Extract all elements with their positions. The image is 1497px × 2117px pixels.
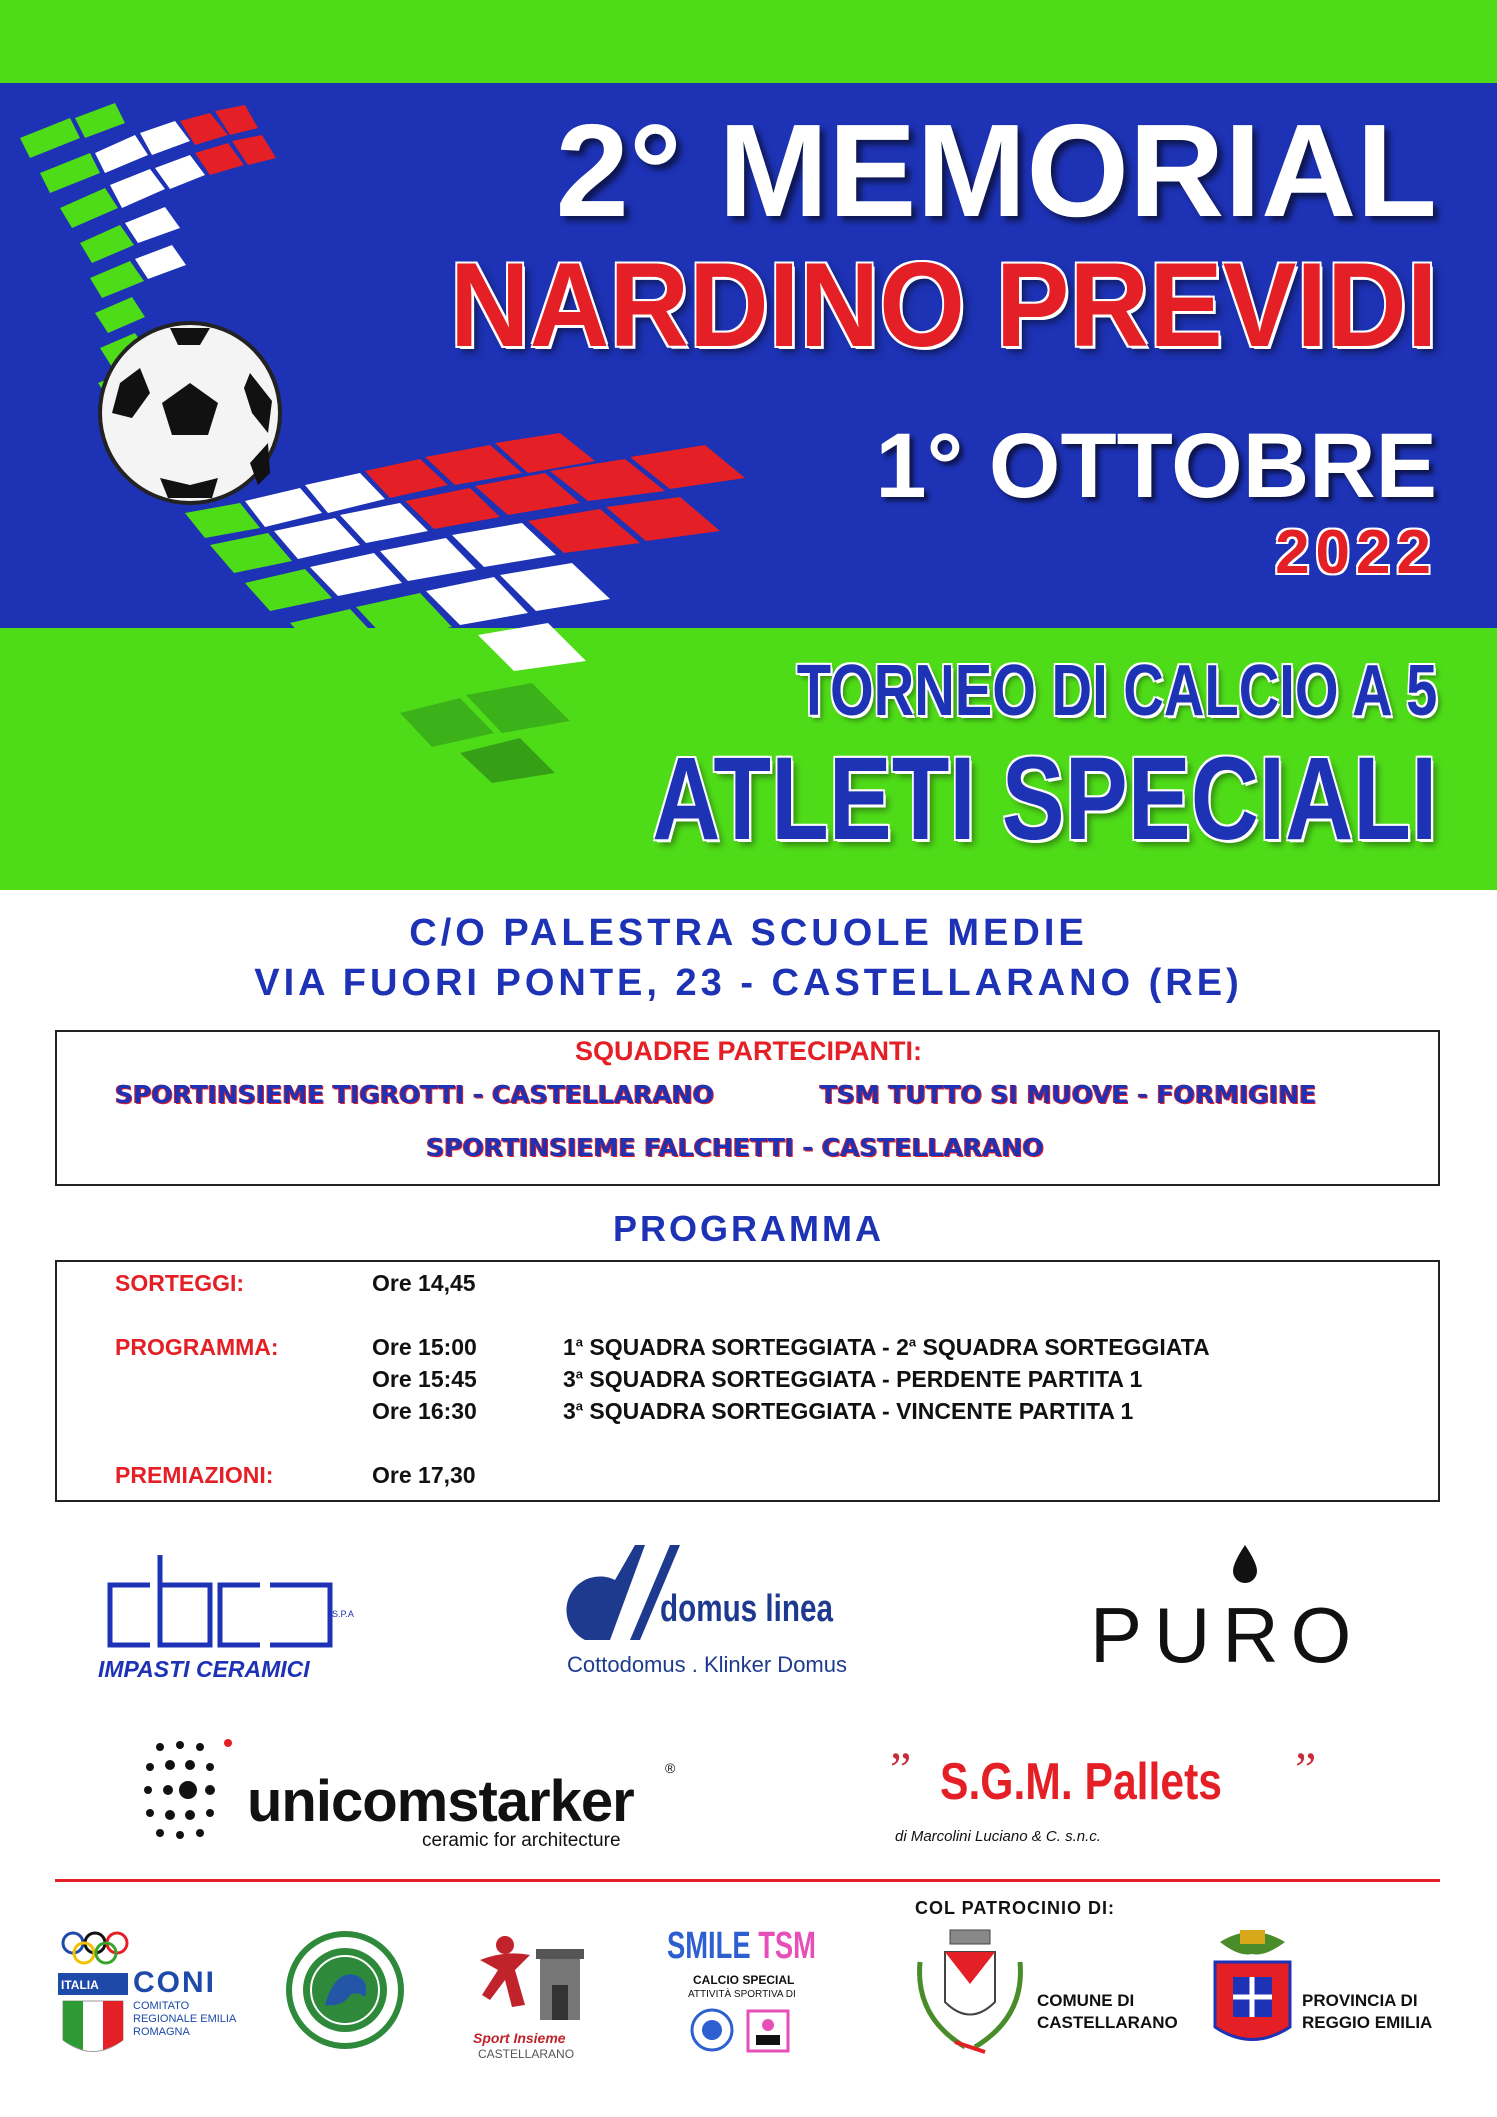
tricolor-grid-bottom [185,433,745,783]
domus-subtitle: Cottodomus . Klinker Domus [567,1652,847,1677]
provincia-reggio-emilia-crest [1205,1922,1300,2062]
comune-label: COMUNE DI CASTELLARANO [1037,1991,1178,2032]
event-date: 1° OTTOBRE [875,415,1437,517]
awards-time: Ore 17,30 [372,1462,476,1488]
tournament-type: TORNEO DI CALCIO A 5 [796,651,1437,731]
match-description: 3$^a$ SQUADRA SORTEGGIATA - PERDENTE PARTITA 1 [563,1366,1143,1392]
awards-label: PREMIAZIONI: [115,1462,274,1488]
domus-name: domus linea [660,1588,833,1630]
sportinsieme-subtitle: CASTELLARANO [478,2047,575,2061]
matches-label: PROGRAMMA: [115,1334,279,1360]
venue-name: C/O PALESTRA SCUOLE MEDIE [409,912,1088,954]
venue-address: VIA FUORI PONTE, 23 - CASTELLARANO (RE) [254,962,1243,1004]
smile-badges-icon [690,2003,795,2058]
sgm-name: S.G.M. Pallets [940,1753,1222,1811]
programme-heading: PROGRAMMA [613,1208,884,1249]
match-description: 1$^a$ SQUADRA SORTEGGIATA - 2$^a$ SQUADRA SORTEGGIATA [563,1334,1210,1360]
sportinsieme-name: Sport Insieme [473,2030,566,2046]
team-item: SPORTINSIEME TIGROTTI - CASTELLARANO [115,1080,714,1109]
unicom-subtitle: ceramic for architecture [422,1830,621,1851]
coni-name: CONI [133,1966,216,1999]
team-item: TSM TUTTO SI MUOVE - FORMIGINE [820,1080,1317,1109]
smile-tsm-title: SMILE TSM [667,1925,816,1967]
svg-text:”: ” [1295,1745,1317,1796]
patronage-label: COL PATROCINIO DI: [915,1898,1115,1918]
coni-italia-label: ITALIA [61,1978,99,1992]
soccer-ball-icon [100,323,280,503]
divider [55,1879,1440,1882]
puro-wordmark: PURO [1090,1591,1364,1679]
match-time: Ore 16:30 [372,1398,477,1424]
event-year: 2022 [1275,518,1437,587]
svg-text:®: ® [665,1760,676,1776]
smile-subtitle: CALCIO SPECIAL [693,1973,795,1987]
coni-subtitle: COMITATO REGIONALE EMILIA ROMAGNA [133,2000,236,2038]
match-description: 3$^a$ SQUADRA SORTEGGIATA - VINCENTE PARTITA 1 [563,1398,1134,1424]
event-subtitle: ATLETI SPECIALI [652,733,1437,865]
match-time: Ore 15:45 [372,1366,477,1392]
comune-castellarano-crest [910,1922,1030,2062]
draw-label: SORTEGGI: [115,1270,245,1296]
sammichelese-club-logo [285,1925,405,2055]
team-item: SPORTINSIEME FALCHETTI - CASTELLARANO [426,1133,1044,1162]
draw-time: Ore 14,45 [372,1270,476,1296]
cbc-tagline: IMPASTI CERAMICI [98,1656,310,1682]
top-green-band [0,0,1497,83]
smile-subtitle-2: ATTIVITÀ SPORTIVA DI [688,1989,796,2000]
sgm-subtitle: di Marcolini Luciano & C. s.n.c. [895,1828,1101,1845]
svg-text:”: ” [890,1745,912,1796]
honoree-name: NARDINO PREVIDI [449,238,1437,372]
teams-heading: SQUADRE PARTECIPANTI: [574,1036,922,1066]
unicom-name: unicomstarker [247,1769,634,1834]
match-time: Ore 15:00 [372,1334,477,1360]
svg-text:S.P.A: S.P.A [332,1609,354,1619]
provincia-label: PROVINCIA DI REGGIO EMILIA [1302,1991,1433,2032]
memorial-title: 2° MEMORIAL [555,97,1437,244]
